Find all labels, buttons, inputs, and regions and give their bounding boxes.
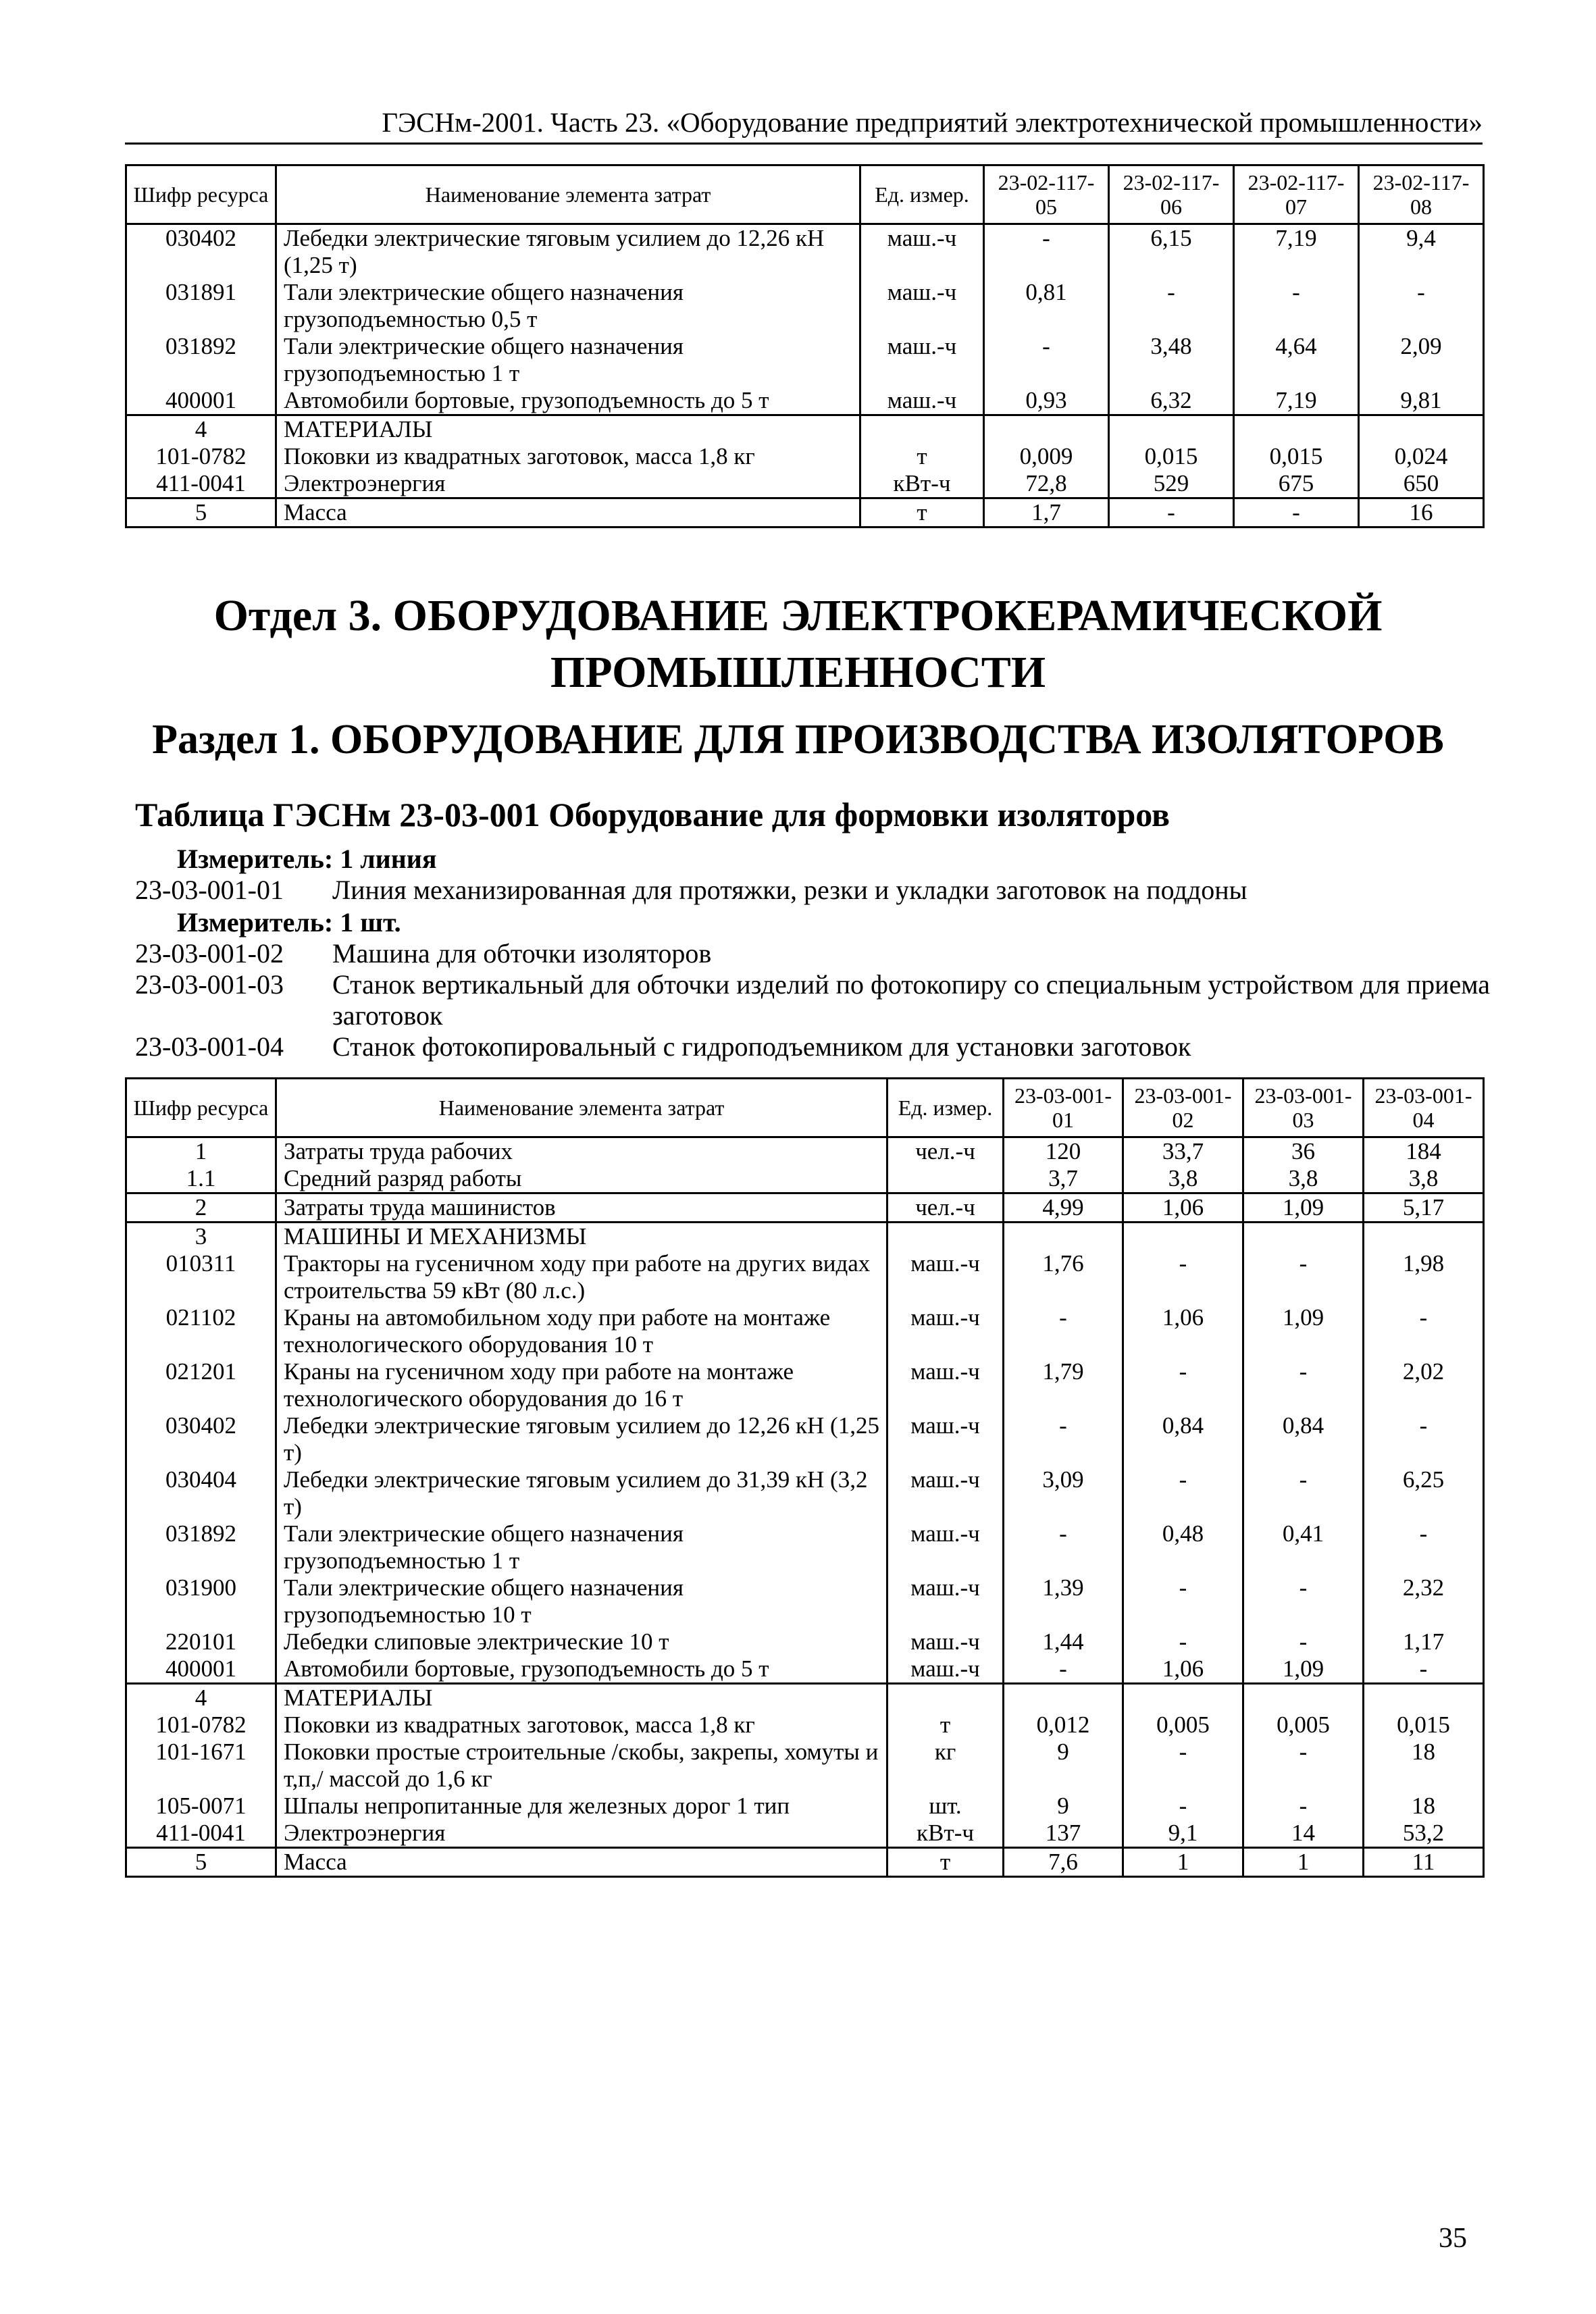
cell-value: 1 bbox=[1123, 1848, 1243, 1877]
cell-name: Тали электрические общего назначения грузоподъемностью 0,5 т bbox=[276, 279, 860, 333]
cell-unit: кг bbox=[887, 1739, 1004, 1793]
cell-value: 1,44 bbox=[1004, 1628, 1123, 1655]
table-row bbox=[126, 1848, 1484, 1877]
measure-label: Измеритель: 1 линия bbox=[177, 844, 437, 874]
cell-value: - bbox=[1234, 498, 1359, 528]
cell-value: 3,09 bbox=[1004, 1466, 1123, 1520]
table-row bbox=[126, 415, 1484, 444]
cell-value: 3,7 bbox=[1004, 1165, 1123, 1193]
cell-value: 1,7 bbox=[984, 498, 1109, 528]
cell-value: 3,8 bbox=[1123, 1165, 1243, 1193]
cell-code: 031892 bbox=[126, 333, 276, 387]
cell-unit: маш.-ч bbox=[887, 1250, 1004, 1304]
cell-code: 030404 bbox=[126, 1466, 276, 1520]
table-row bbox=[126, 1712, 1484, 1739]
cell-value: 0,024 bbox=[1359, 443, 1484, 470]
cell-code: 4 bbox=[126, 415, 276, 444]
cell-name: Лебедки электрические тяговым усилием до 12,26 кН (1,25 т) bbox=[276, 1412, 887, 1466]
table-row bbox=[126, 1358, 1484, 1412]
table-row bbox=[126, 1193, 1484, 1223]
cell-name: Краны на гусеничном ходу при работе на монтаже технологического оборудования до 16 т bbox=[276, 1358, 887, 1412]
cell-code: 101-0782 bbox=[126, 1712, 276, 1739]
cell-value: 18 bbox=[1364, 1739, 1484, 1793]
cell-value: - bbox=[984, 333, 1109, 387]
cell-value: - bbox=[1243, 1358, 1364, 1412]
cell-value: 529 bbox=[1109, 470, 1234, 498]
item-code: 23-03-001-04 bbox=[135, 1031, 284, 1062]
cell-value: 9 bbox=[1004, 1793, 1123, 1820]
item-description: Машина для обточки изоляторов bbox=[332, 938, 712, 969]
cell-value: 0,012 bbox=[1004, 1712, 1123, 1739]
cell-value: - bbox=[1243, 1250, 1364, 1304]
cell-unit: т bbox=[887, 1848, 1004, 1877]
section-title bbox=[0, 588, 1596, 701]
cell-unit: чел.-ч bbox=[887, 1193, 1004, 1223]
cell-value: - bbox=[1234, 279, 1359, 333]
cell-code: 030402 bbox=[126, 224, 276, 280]
cell-value: 7,19 bbox=[1234, 387, 1359, 415]
cell-unit bbox=[860, 415, 984, 444]
table-row bbox=[126, 1820, 1484, 1848]
cell-code: 400001 bbox=[126, 1655, 276, 1684]
col-header-norm: 23-03-001-02 bbox=[1123, 1079, 1243, 1137]
table-row bbox=[126, 1304, 1484, 1358]
subsection-title: Раздел 1. ОБОРУДОВАНИЕ ДЛЯ ПРОИЗВОДСТВА ИЗОЛЯТОРОВ bbox=[152, 717, 1444, 763]
cell-name: Поковки простые строительные /скобы, закрепы, хомуты и т,п,/ массой до 1,6 кг bbox=[276, 1739, 887, 1793]
cell-value: - bbox=[1243, 1466, 1364, 1520]
cell-unit: маш.-ч bbox=[887, 1655, 1004, 1684]
cell-value: 0,015 bbox=[1364, 1712, 1484, 1739]
cell-name: МАШИНЫ И МЕХАНИЗМЫ bbox=[276, 1223, 887, 1251]
cell-value bbox=[1004, 1684, 1123, 1712]
cell-unit: маш.-ч bbox=[860, 224, 984, 280]
section-title-line: Отдел 3. ОБОРУДОВАНИЕ ЭЛЕКТРОКЕРАМИЧЕСКОЙ bbox=[213, 591, 1383, 640]
cell-unit: чел.-ч bbox=[887, 1137, 1004, 1166]
col-header-unit: Ед. измер. bbox=[860, 165, 984, 224]
cell-value: 137 bbox=[1004, 1820, 1123, 1848]
cell-code: 021201 bbox=[126, 1358, 276, 1412]
cell-value: - bbox=[1243, 1793, 1364, 1820]
cell-value: 1,06 bbox=[1123, 1655, 1243, 1684]
cell-name: Краны на автомобильном ходу при работе на монтаже технологического оборудования 10 т bbox=[276, 1304, 887, 1358]
cell-value: 1,76 bbox=[1004, 1250, 1123, 1304]
col-header-name: Наименование элемента затрат bbox=[276, 165, 860, 224]
cell-unit: т bbox=[887, 1712, 1004, 1739]
cell-value: - bbox=[1004, 1412, 1123, 1466]
cell-value: 1,06 bbox=[1123, 1193, 1243, 1223]
cell-unit: т bbox=[860, 443, 984, 470]
cell-value bbox=[1004, 1223, 1123, 1251]
table-row bbox=[126, 387, 1484, 415]
cell-value: 6,25 bbox=[1364, 1466, 1484, 1520]
cell-code: 400001 bbox=[126, 387, 276, 415]
table-row bbox=[126, 470, 1484, 498]
table-title: Таблица ГЭСНм 23-03-001 Оборудование для формовки изоляторов bbox=[135, 796, 1170, 833]
cell-name: Электроэнергия bbox=[276, 470, 860, 498]
cell-code: 101-0782 bbox=[126, 443, 276, 470]
cell-value: - bbox=[1243, 1739, 1364, 1793]
cell-value: 0,81 bbox=[984, 279, 1109, 333]
cell-value: 16 bbox=[1359, 498, 1484, 528]
cell-value: 3,8 bbox=[1243, 1165, 1364, 1193]
cell-value: 1,09 bbox=[1243, 1655, 1364, 1684]
cell-value: 1,09 bbox=[1243, 1193, 1364, 1223]
cell-unit: маш.-ч bbox=[860, 387, 984, 415]
table-row bbox=[126, 1466, 1484, 1520]
cell-code: 2 bbox=[126, 1193, 276, 1223]
table-row bbox=[126, 498, 1484, 528]
table-row bbox=[126, 1628, 1484, 1655]
item-code: 23-03-001-01 bbox=[135, 875, 284, 905]
cell-value bbox=[1243, 1223, 1364, 1251]
cell-value: - bbox=[1109, 498, 1234, 528]
cell-value: 9 bbox=[1004, 1739, 1123, 1793]
cell-code: 030402 bbox=[126, 1412, 276, 1466]
table-row bbox=[126, 1412, 1484, 1466]
cell-unit: маш.-ч bbox=[887, 1412, 1004, 1466]
cell-value: 0,005 bbox=[1123, 1712, 1243, 1739]
item-description: Станок вертикальный для обточки изделий по фотокопиру со специальным устройством для приема заготовок bbox=[332, 969, 1491, 1031]
col-header-unit: Ед. измер. bbox=[887, 1079, 1004, 1137]
cell-unit: т bbox=[860, 498, 984, 528]
cell-unit: маш.-ч bbox=[887, 1358, 1004, 1412]
cell-value: 1,17 bbox=[1364, 1628, 1484, 1655]
cell-value: 4,99 bbox=[1004, 1193, 1123, 1223]
cell-code: 021102 bbox=[126, 1304, 276, 1358]
cell-code: 3 bbox=[126, 1223, 276, 1251]
cell-value: 6,32 bbox=[1109, 387, 1234, 415]
cell-value bbox=[1364, 1223, 1484, 1251]
cell-unit: кВт-ч bbox=[887, 1820, 1004, 1848]
col-header-code: Шифр ресурса bbox=[126, 1079, 276, 1137]
cell-value: 7,19 bbox=[1234, 224, 1359, 280]
cell-value: - bbox=[1364, 1304, 1484, 1358]
cell-name: Тали электрические общего назначения грузоподъемностью 1 т bbox=[276, 333, 860, 387]
table-row bbox=[126, 1684, 1484, 1712]
item-description: Линия механизированная для протяжки, резки и укладки заготовок на поддоны bbox=[332, 875, 1247, 905]
cell-name: Тали электрические общего назначения грузоподъемностью 10 т bbox=[276, 1574, 887, 1628]
cell-value: 2,02 bbox=[1364, 1358, 1484, 1412]
cell-code: 5 bbox=[126, 498, 276, 528]
table-row bbox=[126, 1739, 1484, 1793]
cell-name: Лебедки слиповые электрические 10 т bbox=[276, 1628, 887, 1655]
cell-value: 4,64 bbox=[1234, 333, 1359, 387]
cell-code: 1.1 bbox=[126, 1165, 276, 1193]
cell-value: 1,39 bbox=[1004, 1574, 1123, 1628]
table-row bbox=[126, 1793, 1484, 1820]
cell-unit: маш.-ч bbox=[860, 279, 984, 333]
cell-code: 031892 bbox=[126, 1520, 276, 1574]
table-row bbox=[126, 1250, 1484, 1304]
col-header-norm: 23-02-117-06 bbox=[1109, 165, 1234, 224]
cell-value: 0,015 bbox=[1109, 443, 1234, 470]
cell-value: 0,005 bbox=[1243, 1712, 1364, 1739]
cell-value: - bbox=[1123, 1628, 1243, 1655]
cell-value bbox=[984, 415, 1109, 444]
cell-unit bbox=[887, 1165, 1004, 1193]
cell-unit: маш.-ч bbox=[887, 1466, 1004, 1520]
cell-value bbox=[1109, 415, 1234, 444]
table-row bbox=[126, 1574, 1484, 1628]
cell-value: 1,06 bbox=[1123, 1304, 1243, 1358]
cell-value: - bbox=[1123, 1739, 1243, 1793]
col-header-norm: 23-02-117-08 bbox=[1359, 165, 1484, 224]
cell-value: 0,84 bbox=[1243, 1412, 1364, 1466]
cell-value: 3,8 bbox=[1364, 1165, 1484, 1193]
cell-name: Тракторы на гусеничном ходу при работе на других видах строительства 59 кВт (80 л.с.) bbox=[276, 1250, 887, 1304]
cell-value: 9,4 bbox=[1359, 224, 1484, 280]
cell-code: 220101 bbox=[126, 1628, 276, 1655]
cell-name: МАТЕРИАЛЫ bbox=[276, 1684, 887, 1712]
cost-table-23-02-117 bbox=[125, 164, 1485, 528]
cell-unit: маш.-ч bbox=[887, 1574, 1004, 1628]
cell-value: - bbox=[1364, 1655, 1484, 1684]
cell-value: - bbox=[984, 224, 1109, 280]
cell-value: - bbox=[1359, 279, 1484, 333]
cell-code: 411-0041 bbox=[126, 470, 276, 498]
cell-unit: маш.-ч bbox=[887, 1628, 1004, 1655]
cell-value: 120 bbox=[1004, 1137, 1123, 1166]
cell-value: - bbox=[1123, 1250, 1243, 1304]
cell-value: 9,81 bbox=[1359, 387, 1484, 415]
cell-code: 101-1671 bbox=[126, 1739, 276, 1793]
section-title-line: ПРОМЫШЛЕННОСТИ bbox=[550, 648, 1046, 697]
cell-value: - bbox=[1123, 1358, 1243, 1412]
cell-unit: шт. bbox=[887, 1793, 1004, 1820]
table-row bbox=[126, 1655, 1484, 1684]
cell-value: 1,98 bbox=[1364, 1250, 1484, 1304]
cell-name: Поковки из квадратных заготовок, масса 1,8 кг bbox=[276, 1712, 887, 1739]
cell-name: Масса bbox=[276, 498, 860, 528]
cell-unit bbox=[887, 1684, 1004, 1712]
col-header-norm: 23-03-001-01 bbox=[1004, 1079, 1123, 1137]
table-row bbox=[126, 1520, 1484, 1574]
cell-name: МАТЕРИАЛЫ bbox=[276, 415, 860, 444]
page-number: 35 bbox=[1439, 2223, 1467, 2254]
cell-code: 105-0071 bbox=[126, 1793, 276, 1820]
cell-code: 411-0041 bbox=[126, 1820, 276, 1848]
cell-value: - bbox=[1364, 1520, 1484, 1574]
cell-value bbox=[1243, 1684, 1364, 1712]
cell-value bbox=[1123, 1223, 1243, 1251]
col-header-norm: 23-03-001-03 bbox=[1243, 1079, 1364, 1137]
cell-value: 0,48 bbox=[1123, 1520, 1243, 1574]
cell-value: 184 bbox=[1364, 1137, 1484, 1166]
col-header-norm: 23-02-117-07 bbox=[1234, 165, 1359, 224]
cell-value: 675 bbox=[1234, 470, 1359, 498]
cell-value: - bbox=[1109, 279, 1234, 333]
cell-value: 18 bbox=[1364, 1793, 1484, 1820]
cell-value: 0,93 bbox=[984, 387, 1109, 415]
cell-value: - bbox=[1123, 1574, 1243, 1628]
cell-value bbox=[1364, 1684, 1484, 1712]
cell-value: 0,84 bbox=[1123, 1412, 1243, 1466]
cell-unit: маш.-ч bbox=[887, 1304, 1004, 1358]
cell-value: 5,17 bbox=[1364, 1193, 1484, 1223]
col-header-code: Шифр ресурса bbox=[126, 165, 276, 224]
cell-value: - bbox=[1243, 1628, 1364, 1655]
col-header-norm: 23-03-001-04 bbox=[1364, 1079, 1484, 1137]
cell-value: 6,15 bbox=[1109, 224, 1234, 280]
measure-label: Измеритель: 1 шт. bbox=[177, 907, 401, 937]
cell-value: 36 bbox=[1243, 1137, 1364, 1166]
cell-value: - bbox=[1004, 1304, 1123, 1358]
cell-unit bbox=[887, 1223, 1004, 1251]
cell-name: Тали электрические общего назначения грузоподъемностью 1 т bbox=[276, 1520, 887, 1574]
cell-value bbox=[1359, 415, 1484, 444]
cell-name: Поковки из квадратных заготовок, масса 1,8 кг bbox=[276, 443, 860, 470]
cell-name: Шпалы непропитанные для железных дорог 1 тип bbox=[276, 1793, 887, 1820]
cell-value: - bbox=[1004, 1520, 1123, 1574]
cell-value bbox=[1234, 415, 1359, 444]
table-row bbox=[126, 279, 1484, 333]
cell-value: - bbox=[1123, 1466, 1243, 1520]
col-header-norm: 23-02-117-05 bbox=[984, 165, 1109, 224]
cell-code: 031891 bbox=[126, 279, 276, 333]
cell-value: - bbox=[1123, 1793, 1243, 1820]
cell-code: 5 bbox=[126, 1848, 276, 1877]
cell-name: Электроэнергия bbox=[276, 1820, 887, 1848]
cell-value: 11 bbox=[1364, 1848, 1484, 1877]
cell-value: 53,2 bbox=[1364, 1820, 1484, 1848]
table-row bbox=[126, 1223, 1484, 1251]
cell-value: 0,41 bbox=[1243, 1520, 1364, 1574]
cell-value: 7,6 bbox=[1004, 1848, 1123, 1877]
cell-value bbox=[1123, 1684, 1243, 1712]
cell-unit: маш.-ч bbox=[860, 333, 984, 387]
table-row bbox=[126, 1165, 1484, 1193]
cell-value: 1 bbox=[1243, 1848, 1364, 1877]
cell-value: 2,32 bbox=[1364, 1574, 1484, 1628]
cell-name: Средний разряд работы bbox=[276, 1165, 887, 1193]
cell-value: 650 bbox=[1359, 470, 1484, 498]
cell-name: Лебедки электрические тяговым усилием до 31,39 кН (3,2 т) bbox=[276, 1466, 887, 1520]
cell-unit: кВт-ч bbox=[860, 470, 984, 498]
cell-value: 72,8 bbox=[984, 470, 1109, 498]
running-header: ГЭСНм-2001. Часть 23. «Оборудование предприятий электротехнической промышленности» bbox=[125, 105, 1483, 145]
cell-code: 010311 bbox=[126, 1250, 276, 1304]
table-row bbox=[126, 1137, 1484, 1166]
cell-name: Автомобили бортовые, грузоподъемность до 5 т bbox=[276, 1655, 887, 1684]
cell-code: 4 bbox=[126, 1684, 276, 1712]
table-row bbox=[126, 333, 1484, 387]
cell-code: 031900 bbox=[126, 1574, 276, 1628]
cell-value: 2,09 bbox=[1359, 333, 1484, 387]
cell-name: Масса bbox=[276, 1848, 887, 1877]
cell-value: 0,015 bbox=[1234, 443, 1359, 470]
cell-value: 14 bbox=[1243, 1820, 1364, 1848]
table-row bbox=[126, 224, 1484, 280]
cell-name: Автомобили бортовые, грузоподъемность до 5 т bbox=[276, 387, 860, 415]
cell-name: Затраты труда рабочих bbox=[276, 1137, 887, 1166]
cell-value: 1,79 bbox=[1004, 1358, 1123, 1412]
table-row bbox=[126, 443, 1484, 470]
cell-value: - bbox=[1364, 1412, 1484, 1466]
cell-value: 0,009 bbox=[984, 443, 1109, 470]
cell-value: 3,48 bbox=[1109, 333, 1234, 387]
item-code: 23-03-001-02 bbox=[135, 938, 284, 969]
cost-table-23-03-001 bbox=[125, 1077, 1485, 1878]
item-code: 23-03-001-03 bbox=[135, 969, 284, 1000]
cell-value: - bbox=[1243, 1574, 1364, 1628]
cell-name: Лебедки электрические тяговым усилием до 12,26 кН (1,25 т) bbox=[276, 224, 860, 280]
cell-code: 1 bbox=[126, 1137, 276, 1166]
cell-value: 9,1 bbox=[1123, 1820, 1243, 1848]
item-description: Станок фотокопировальный с гидроподъемником для установки заготовок bbox=[332, 1031, 1191, 1062]
cell-value: - bbox=[1004, 1655, 1123, 1684]
col-header-name: Наименование элемента затрат bbox=[276, 1079, 887, 1137]
cell-value: 33,7 bbox=[1123, 1137, 1243, 1166]
cell-unit: маш.-ч bbox=[887, 1520, 1004, 1574]
cell-name: Затраты труда машинистов bbox=[276, 1193, 887, 1223]
cell-value: 1,09 bbox=[1243, 1304, 1364, 1358]
